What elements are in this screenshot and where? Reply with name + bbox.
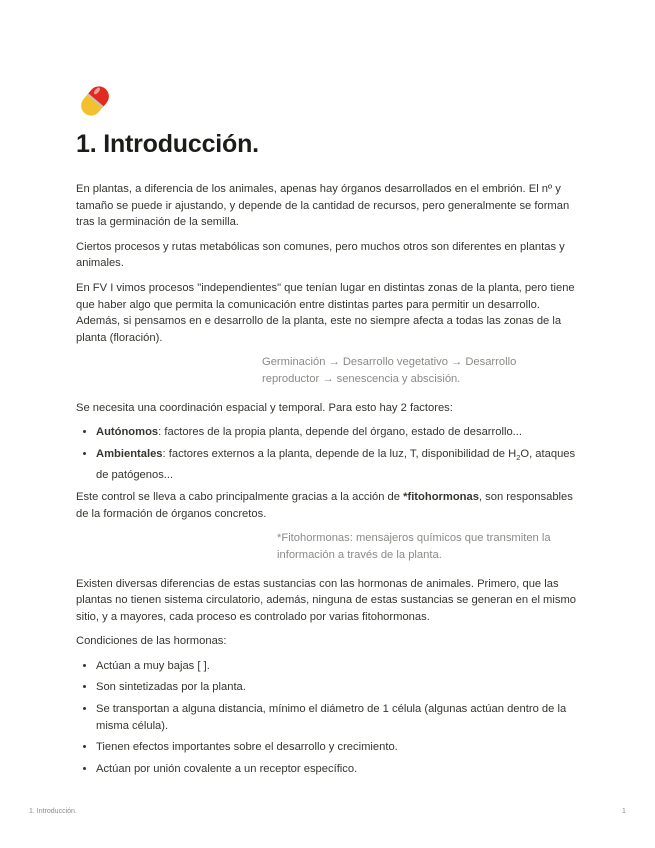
list-item: • Se transportan a alguna distancia, mínimo el diámetro de 1 célula (algunas actúan dentro de la misma célula). [96,701,579,734]
intro-paragraph-1: En plantas, a diferencia de los animales, apenas hay órganos desarrollados en el embrión. El nº y tamaño se puede ir ajustando, y depende de la cantidad de recursos, pero generalmente se forman tras la germinación de la semilla. [76,183,570,229]
factors-list [76,424,579,483]
list-item [96,446,579,483]
page-number: 1 [622,808,626,815]
fitohormonas-term: *fitohormonas [403,491,479,504]
coordination-paragraph: Se necesita una coordinación espacial y temporal. Para esto hay 2 factores: [76,401,453,414]
conditions-heading: Condiciones de las hormonas: [76,635,227,648]
control-text-before: Este control se lleva a cabo principalmente gracias a la acción de [76,491,404,504]
intro-paragraph-3: En FV I vimos procesos "independientes" que tenían lugar en distintas zonas de la planta, pero tiene que haber algo que permita la comunicación entre distintas partes para permitir un desarrollo. Además, si pensamos en e desarrollo de la planta, este no siempre afecta a todas las zonas de la planta (floración). [76,281,575,344]
h2o-subscript: 2 [516,452,521,462]
differences-paragraph: Existen diversas diferencias de estas sustancias con las hormonas de animales. Primero, que las plantas no tienen sistema circulatorio, además, ninguna de estas sustancias se generan en el mismo sitio, y a mayores, cada proceso es controlado por varias fitohormonas. [76,577,576,623]
autonomos-term: Autónomos [96,426,159,439]
document-body [76,181,579,783]
ambientales-term: Ambientales [96,447,163,460]
development-stages-quote: Germinación → Desarrollo vegetativo → Desarrollo reproductor → senescencia y abscisión. [262,356,517,385]
intro-paragraph-2: Ciertos procesos y rutas metabólicas son comunes, pero muchos otros son diferentes en plantas y animales. [76,240,565,270]
control-text-after: , son responsables de la formación de órganos concretos. [76,491,573,520]
list-item [96,424,579,441]
footer-title: 1. Introducción. [29,808,77,815]
list-item: • Tienen efectos importantes sobre el desarrollo y crecimiento. [96,739,579,756]
autonomos-text: : factores de la propia planta, depende del órgano, estado de desarrollo... [158,426,523,439]
page-title: 1. Introducción. [76,130,259,158]
list-item: • Actúan a muy bajas [ ]. [96,658,579,675]
pill-icon [76,82,114,120]
list-item: • Son sintetizadas por la planta. [96,679,579,696]
conditions-list [76,658,579,778]
fitohormonas-quote: *Fitohormonas: mensajeros químicos que transmiten la información a través de la planta. [277,532,551,561]
ambientales-text-a: : factores externos a la planta, depende de la luz, T, disponibilidad de H [162,447,517,460]
list-item: • Actúan por unión covalente a un receptor específico. [96,761,579,778]
ambientales-text-b: O, ataques de patógenos... [96,447,576,481]
control-paragraph [76,489,579,522]
